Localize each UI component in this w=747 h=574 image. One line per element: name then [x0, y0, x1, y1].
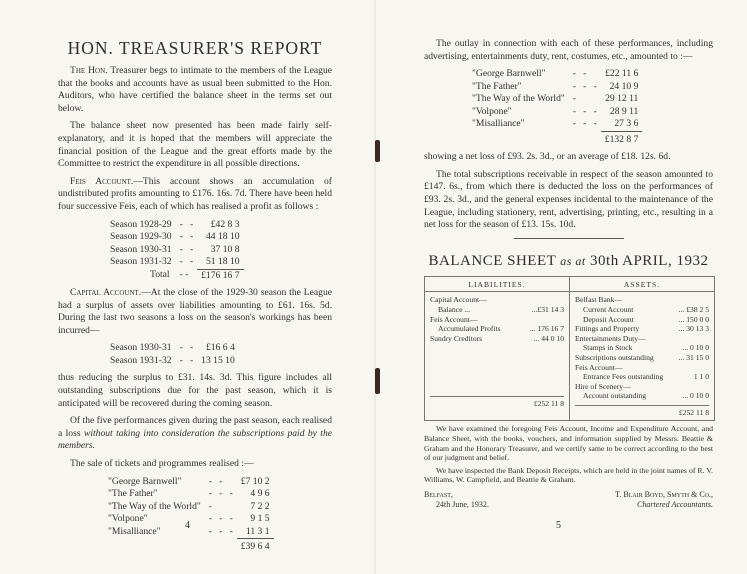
- asset-row: [575, 382, 709, 392]
- feis-season-dash: - -: [179, 231, 194, 243]
- assets-heading: ASSETS.: [570, 280, 714, 293]
- liability-label: Sundry Creditors: [430, 333, 483, 343]
- outlay-row: [468, 106, 642, 119]
- ticket-sale-amount: 7 2 2: [250, 500, 270, 512]
- outlay-dash: - - -: [572, 80, 597, 92]
- asset-label: Feis Account—: [575, 362, 623, 372]
- ticket-sale-amount: 9 1 5: [250, 513, 270, 525]
- tickets-intro: The sale of tickets and programmes realised :—: [70, 457, 254, 469]
- right-page: [376, 0, 747, 574]
- feis-total-label: Total: [150, 269, 170, 281]
- outlay-table: [468, 68, 642, 146]
- outlay-label: "The Way of the World": [472, 93, 565, 105]
- liability-row: [430, 334, 564, 344]
- ticket-sale-amount: £7 10 2: [240, 475, 270, 487]
- asset-label: Current Account: [583, 304, 634, 314]
- ticket-sale-dash: - -: [208, 475, 223, 487]
- feis-season-label: Season 1929-30: [110, 231, 172, 243]
- loss-season-label: Season 1930-31: [110, 342, 172, 354]
- asset-label: Fittings and Property: [575, 324, 640, 334]
- liability-row: [430, 315, 564, 325]
- feis-text: —This account shows an accumulation of undistributed profits amounting to £176. 16s. 7d. There have been held four successive Feis, each of which has realised a profit as follows :: [58, 175, 332, 212]
- feis-paragraph: [58, 176, 332, 214]
- feis-season-amount: 44 18 10: [205, 231, 240, 243]
- asset-amount: ... £38 2 5: [678, 304, 709, 314]
- page-number-left: 4: [185, 520, 190, 531]
- ticket-sale-row: [104, 488, 274, 501]
- liability-label: Feis Account—: [430, 314, 478, 324]
- loss-season-amount: 13 15 10: [201, 354, 235, 366]
- feis-season-label: Season 1928-29: [110, 218, 172, 230]
- asset-row: [575, 315, 709, 325]
- feis-season-dash: - -: [179, 243, 194, 255]
- feis-season-row: [106, 219, 244, 232]
- signature-date: 24th June, 1932.: [436, 500, 489, 510]
- liabilities-heading: LIABILITIES.: [425, 280, 569, 293]
- page-number-right: 5: [556, 520, 561, 531]
- asset-label: Entrance Fees outstanding: [583, 372, 664, 382]
- liability-label: Balance ...: [438, 304, 471, 314]
- tickets-table: [104, 476, 274, 554]
- surplus-paragraph: thus reducing the surplus to £31. 14s. 3d. This figure includes all outstanding subscriptions due for the past season, which it is anticipated will be recovered during the coming season.: [58, 372, 332, 409]
- ticket-sale-amount: 11 3 1: [245, 525, 270, 537]
- outlay-row: [468, 81, 642, 94]
- asset-row: [575, 363, 709, 373]
- assets-column: [569, 277, 714, 421]
- asset-label: Account outstanding: [583, 391, 647, 401]
- subscriptions-paragraph: The total subscriptions receivable in respect of the season amounted to £147. 6s., from which there is deducted the loss on the performances of £93. 2s. 3d., and the general expenses incidental to the maintenance of the League, including stationery, rent, advertising, printing, etc., resulting in a net loss for the season of £13. 15s. 10d.: [424, 168, 713, 231]
- ticket-sale-dash: -: [208, 500, 212, 512]
- asset-label: Entertainments Duty—: [575, 333, 646, 343]
- asset-row: [575, 295, 709, 305]
- asset-amount: ... 150 0 0: [678, 314, 709, 324]
- audit-certificate: We have examined the foregoing Feis Account, Income and Expenditure Account, and Balance Sheet, with the books, vouchers, and information supplied by Messrs. Beattie & Graham and the Honorary Treasurer, and we certify same to be correct according to the best of our judgment and belief.: [424, 424, 713, 463]
- liability-row: [430, 295, 564, 305]
- outlay-dash: -: [572, 93, 576, 105]
- asset-label: Subscriptions outstanding: [575, 352, 654, 362]
- feis-season-label: Season 1930-31: [110, 243, 172, 255]
- asset-amount: 1 1 0: [693, 372, 709, 382]
- outlay-label: "The Father": [472, 80, 522, 92]
- loss-season-amount: £16 6 4: [205, 342, 235, 354]
- capital-paragraph: [58, 287, 332, 337]
- outlay-total-row: [468, 131, 642, 146]
- loss-season-label: Season 1931-32: [110, 354, 172, 366]
- tickets-total-row: [104, 539, 274, 554]
- ticket-sale-dash: - - -: [208, 488, 233, 500]
- performances-paragraph: [58, 415, 332, 453]
- feis-season-dash: - -: [179, 218, 194, 230]
- feis-season-amount: 37 10 8: [210, 243, 240, 255]
- loss-table: [106, 342, 239, 367]
- ticket-sale-label: "The Way of the World": [108, 500, 201, 512]
- asset-row: [575, 343, 709, 353]
- outlay-dash: - - -: [572, 118, 597, 130]
- feis-total-row: [106, 269, 244, 282]
- ticket-sale-label: "Volpone": [108, 513, 148, 525]
- liability-row: [430, 305, 564, 315]
- intro-paragraph: [58, 65, 332, 115]
- feis-season-row: [106, 244, 244, 257]
- liability-amount: ... 176 16 7: [529, 324, 564, 334]
- feis-profit-table: [106, 219, 244, 283]
- signature-role: Chartered Accountants.: [637, 500, 713, 510]
- signature-left: [424, 490, 489, 510]
- asset-amount: ... 0 10 0: [682, 343, 709, 353]
- balance-sheet-heading: BALANCE SHEET: [428, 252, 557, 269]
- balance-sheet-title: [424, 253, 713, 270]
- signature-firm: T. Blair Boyd, Smyth & Co.,: [615, 490, 713, 500]
- outlay-amount: 24 10 9: [609, 80, 639, 92]
- left-page: [0, 0, 372, 574]
- feis-season-label: Season 1931-32: [110, 256, 172, 268]
- feis-lead: Feis Account.: [70, 175, 134, 187]
- liability-amount: ... 44 0 10: [533, 333, 564, 343]
- outlay-amount: 29 12 11: [605, 93, 639, 105]
- outlay-row: [468, 93, 642, 106]
- signature-place: Belfast,: [424, 490, 453, 500]
- asset-row: [575, 334, 709, 344]
- capital-text: —At the close of the 1929-30 season the League had a surplus of assets over liabilities amounting to £61. 16s. 5d. During the last two seasons a loss on the season's workings has been incurred—: [58, 287, 333, 336]
- intro-text: Treasurer begs to intimate to the members of the League that the books and accounts have as usual been submitted to the Hon. Auditors, who have certified the balance sheet in the terms set out below.: [58, 65, 333, 114]
- asset-row: [575, 353, 709, 363]
- intro-lead: The Hon.: [70, 65, 108, 76]
- loss-season-row: [106, 355, 239, 368]
- liability-row: [430, 324, 564, 334]
- feis-total-amount: £176 16 7: [197, 269, 243, 282]
- liability-label: Accumulated Profits: [438, 324, 501, 334]
- net-loss-paragraph: showing a net loss of £93. 2s. 3d., or an average of £18. 12s. 6d.: [424, 151, 671, 163]
- tickets-total-amount: £39 6 4: [237, 539, 274, 554]
- outlay-label: "Misalliance": [472, 118, 525, 130]
- performances-text: Of the five performances given during the past season, each realised a loss: [58, 415, 332, 439]
- loss-season-dash: - -: [179, 354, 194, 366]
- feis-season-amount: 51 18 10: [205, 256, 240, 268]
- feis-total-dash: - -: [179, 269, 189, 281]
- audit-deposit-note: We have inspected the Bank Deposit Receipts, which are held in the joint names of R. V. Williams, W. Campfield, and Beattie & Graham.: [424, 465, 713, 485]
- outlay-label: "George Barnwell": [472, 68, 546, 80]
- asset-row: [575, 324, 709, 334]
- capital-lead: Capital Account.: [70, 287, 142, 299]
- loss-season-row: [106, 342, 239, 355]
- assets-total-amount: £252 11 8: [678, 407, 709, 417]
- ticket-sale-row: [104, 501, 274, 514]
- ticket-sale-label: "Misalliance": [108, 525, 161, 537]
- asset-amount: ... 31 15 0: [678, 352, 709, 362]
- feis-season-dash: - -: [179, 256, 194, 268]
- ticket-sale-row: [104, 476, 274, 489]
- outlay-amount: 28 9 11: [609, 105, 639, 117]
- outlay-amount: 27 3 6: [614, 118, 639, 130]
- liabilities-total: [430, 396, 564, 409]
- outlay-amount: £22 11 6: [605, 68, 639, 80]
- balance-sheet-as-at: as at: [560, 253, 586, 268]
- ticket-sale-label: "George Barnwell": [108, 475, 182, 487]
- liabilities-column: [425, 277, 569, 421]
- ticket-sale-dash: - - -: [208, 525, 233, 537]
- outlay-dash: - - -: [572, 105, 597, 117]
- asset-label: Belfast Bank—: [575, 295, 623, 305]
- liabilities-total-amount: £252 11 8: [533, 399, 564, 409]
- assets-total: [575, 405, 709, 418]
- feis-season-amount: £42 8 3: [210, 218, 240, 230]
- outlay-row: [468, 118, 642, 131]
- asset-label: Deposit Account: [583, 314, 634, 324]
- balance-sheet-table: [424, 276, 715, 422]
- outlay-dash: - -: [572, 68, 587, 80]
- report-title: HON. TREASURER'S REPORT: [67, 38, 323, 58]
- outlay-paragraph: The outlay in connection with each of these performances, including advertising, entertainments duty, rent, costumes, etc., amounted to :—: [424, 38, 713, 62]
- asset-row: [575, 391, 709, 401]
- balance-paragraph: The balance sheet now presented has been made fairly self-explanatory, and it is hoped that the members will appreciate the financial position of the League and the great efforts made by the Committee to restrict the expenditure in all possible directions.: [58, 120, 332, 170]
- liability-amount: ...£31 14 3: [531, 304, 564, 314]
- loss-season-dash: - -: [179, 342, 194, 354]
- section-divider: [514, 238, 624, 239]
- ticket-sale-amount: 4 9 6: [250, 488, 270, 500]
- performances-italic: without taking into consideration the subscriptions paid by the members.: [58, 427, 332, 452]
- ticket-sale-label: "The Father": [108, 488, 158, 500]
- asset-amount: ... 30 13 3: [678, 324, 709, 334]
- asset-label: Stamps in Stock: [583, 343, 633, 353]
- feis-season-row: [106, 256, 244, 269]
- outlay-total-amount: £132 8 7: [601, 131, 643, 146]
- outlay-row: [468, 68, 642, 81]
- outlay-label: "Volpone": [472, 105, 512, 117]
- ticket-sale-dash: - - -: [208, 513, 233, 525]
- signature-right: [615, 490, 713, 510]
- balance-sheet-date: 30th APRIL, 1932: [590, 252, 709, 269]
- asset-row: [575, 372, 709, 382]
- asset-row: [575, 305, 709, 315]
- liability-label: Capital Account—: [430, 295, 487, 305]
- asset-amount: ... 0 10 0: [682, 391, 709, 401]
- signature-block: [424, 490, 713, 510]
- feis-season-row: [106, 231, 244, 244]
- asset-label: Hire of Scenery—: [575, 381, 631, 391]
